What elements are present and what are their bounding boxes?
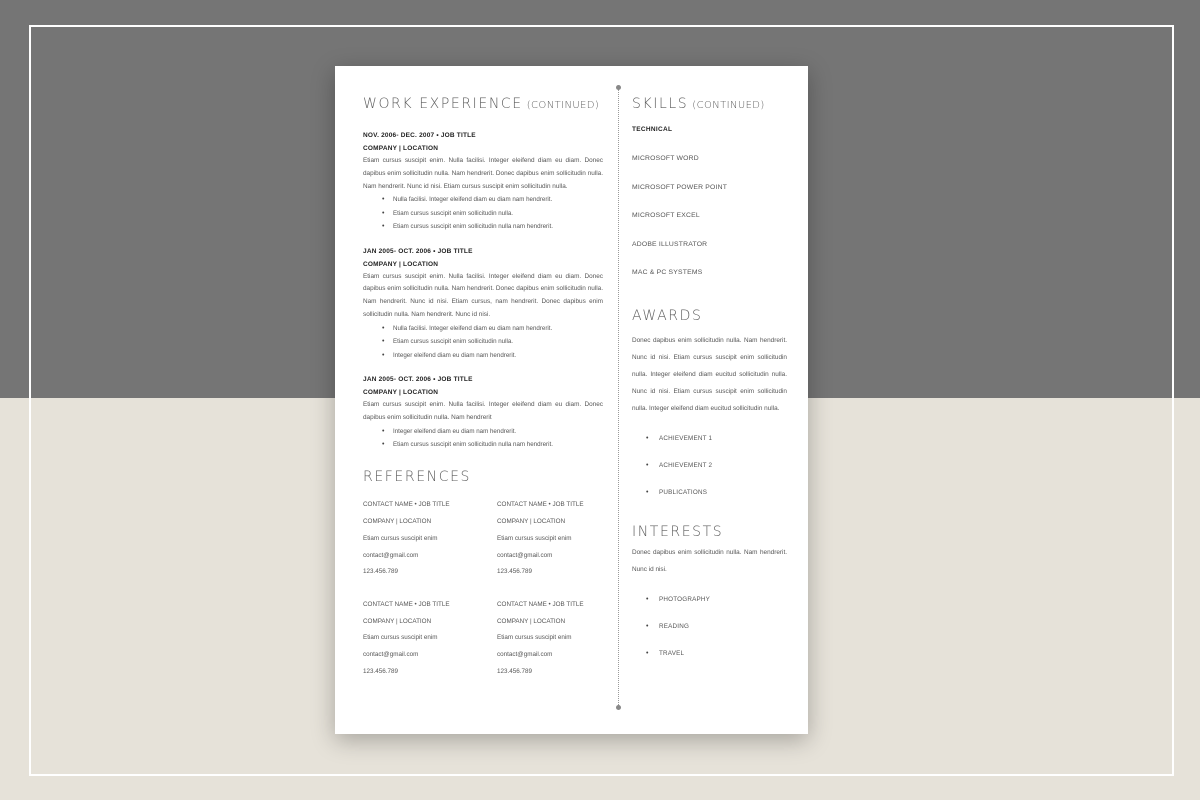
reference-phone: 123.456.789	[363, 667, 399, 675]
job-entry	[363, 246, 603, 362]
job-company: COMPANY | LOCATION	[363, 145, 439, 152]
interests-list	[646, 586, 787, 667]
award-item: • PUBLICATIONS	[646, 479, 787, 506]
column-divider	[618, 89, 619, 707]
interests-heading: INTERESTS	[632, 523, 724, 540]
awards-heading: AWARDS	[632, 307, 703, 324]
reference-text: Etiam cursus suscipit enim	[497, 534, 572, 542]
job-bullet: • Etiam cursus suscipit enim sollicitudin nulla.	[382, 335, 603, 348]
job-bullet: • Integer eleifend diam eu diam nam hendrerit.	[382, 425, 603, 438]
references-heading: REFERENCES	[363, 469, 472, 486]
reference-text: Etiam cursus suscipit enim	[363, 534, 438, 542]
skill-item: MICROSOFT WORD	[632, 155, 699, 162]
skills-list	[632, 145, 787, 288]
job-company: COMPANY | LOCATION	[363, 260, 439, 268]
reference-email: contact@gmail.com	[497, 651, 553, 659]
reference-text: Etiam cursus suscipit enim	[497, 634, 572, 642]
work-experience-title: WORK EXPERIENCE	[363, 96, 523, 112]
job-bullet: • Integer eleifend diam eu diam nam hendrerit.	[382, 349, 603, 362]
reference-text: Etiam cursus suscipit enim	[363, 634, 438, 642]
work-experience-subtitle: (CONTINUED)	[526, 100, 600, 111]
job-bullets	[382, 425, 603, 452]
divider-top-dot	[616, 85, 621, 90]
right-column	[632, 96, 787, 667]
interest-item: • PHOTOGRAPHY	[646, 586, 787, 613]
reference-entry	[497, 597, 603, 681]
reference-name: CONTACT NAME • JOB TITLE	[363, 600, 450, 608]
job-description: Etiam cursus suscipit enim. Nulla facilisi. Integer eleifend diam eu diam. Donec dapibus enim sollicitudin nulla. Nam hendrerit. Donec dapibus enim sollicitudin nulla. Nam hendrerit. Nunc id nisi. Etiam cursus, nam hendrerit. Donec dapibus enim sollicitudin nulla. Nam hendrerit. Nunc id nisi.	[363, 272, 603, 318]
skill-item: ADOBE ILLUSTRATOR	[632, 240, 708, 248]
work-experience-heading	[363, 96, 603, 112]
job-description: Etiam cursus suscipit enim. Nulla facilisi. Integer eleifend diam eu diam. Donec dapibus enim sollicitudin nulla. Nam hendrerit	[363, 401, 603, 421]
interest-item: • READING	[646, 613, 787, 640]
job-entry	[363, 374, 603, 451]
reference-company: COMPANY | LOCATION	[497, 617, 566, 625]
reference-entry	[363, 597, 497, 681]
skills-heading	[632, 96, 787, 112]
job-entry	[363, 130, 603, 234]
job-bullet: • Etiam cursus suscipit enim sollicitudin nulla.	[382, 207, 603, 220]
job-bullet: • Etiam cursus suscipit enim sollicitudin nulla nam hendrerit.	[382, 438, 603, 451]
job-company: COMPANY | LOCATION	[363, 389, 439, 397]
skills-category: TECHNICAL	[632, 126, 673, 133]
reference-name: CONTACT NAME • JOB TITLE	[497, 501, 584, 509]
reference-company: COMPANY | LOCATION	[497, 518, 566, 526]
job-bullet: • Nulla facilisi. Integer eleifend diam eu diam nam hendrerit.	[382, 193, 603, 206]
reference-company: COMPANY | LOCATION	[363, 617, 432, 625]
award-item: • ACHIEVEMENT 2	[646, 452, 787, 479]
job-title: NOV. 2006- DEC. 2007 • JOB TITLE	[363, 132, 476, 139]
awards-description: Donec dapibus enim sollicitudin nulla. Nam hendrerit. Nunc id nisi. Etiam cursus suscipit enim sollicitudin nulla. Integer eleifend diam eucitud sollicitudin nulla. Nunc id nisi. Etiam cursus suscipit enim sollicitudin nulla. Integer eleifend diam eucitud sollicitudin nulla.	[632, 336, 787, 412]
skills-subtitle: (CONTINUED)	[692, 100, 765, 111]
skills-title: SKILLS	[632, 96, 689, 112]
reference-name: CONTACT NAME • JOB TITLE	[363, 501, 450, 509]
reference-email: contact@gmail.com	[497, 551, 553, 559]
resume-page	[335, 66, 808, 734]
divider-bottom-dot	[616, 705, 621, 710]
skill-item: MICROSOFT POWER POINT	[632, 183, 728, 191]
awards-list	[646, 425, 787, 506]
skill-item: MICROSOFT EXCEL	[632, 212, 700, 219]
skill-item: MAC & PC SYSTEMS	[632, 269, 703, 276]
reference-entry	[497, 497, 603, 581]
reference-email: contact@gmail.com	[363, 551, 419, 559]
job-bullet: • Etiam cursus suscipit enim sollicitudin nulla nam hendrerit.	[382, 220, 603, 233]
job-description: Etiam cursus suscipit enim. Nulla facilisi. Integer eleifend diam eu diam. Donec dapibus enim sollicitudin nulla. Nam hendrerit. Donec dapibus enim sollicitudin nulla. Nam hendrerit. Nunc id nisi. Etiam cursus suscipit enim sollicitudin nulla.	[363, 157, 603, 190]
job-title: JAN 2005- OCT. 2006 • JOB TITLE	[363, 376, 473, 384]
reference-name: CONTACT NAME • JOB TITLE	[497, 600, 584, 608]
left-column	[363, 96, 603, 680]
job-title: JAN 2005- OCT. 2006 • JOB TITLE	[363, 247, 473, 255]
references-grid	[363, 497, 603, 680]
award-item: • ACHIEVEMENT 1	[646, 425, 787, 452]
job-bullet: • Nulla facilisi. Integer eleifend diam eu diam nam hendrerit.	[382, 322, 603, 335]
job-bullets	[382, 322, 603, 362]
reference-phone: 123.456.789	[497, 568, 533, 576]
reference-entry	[363, 497, 497, 581]
interests-description: Donec dapibus enim sollicitudin nulla. Nam hendrerit. Nunc id nisi.	[632, 548, 787, 574]
job-bullets	[382, 193, 603, 233]
reference-phone: 123.456.789	[497, 667, 533, 675]
interest-item: • TRAVEL	[646, 640, 787, 667]
reference-phone: 123.456.789	[363, 568, 399, 576]
reference-company: COMPANY | LOCATION	[363, 518, 432, 526]
reference-email: contact@gmail.com	[363, 651, 419, 659]
